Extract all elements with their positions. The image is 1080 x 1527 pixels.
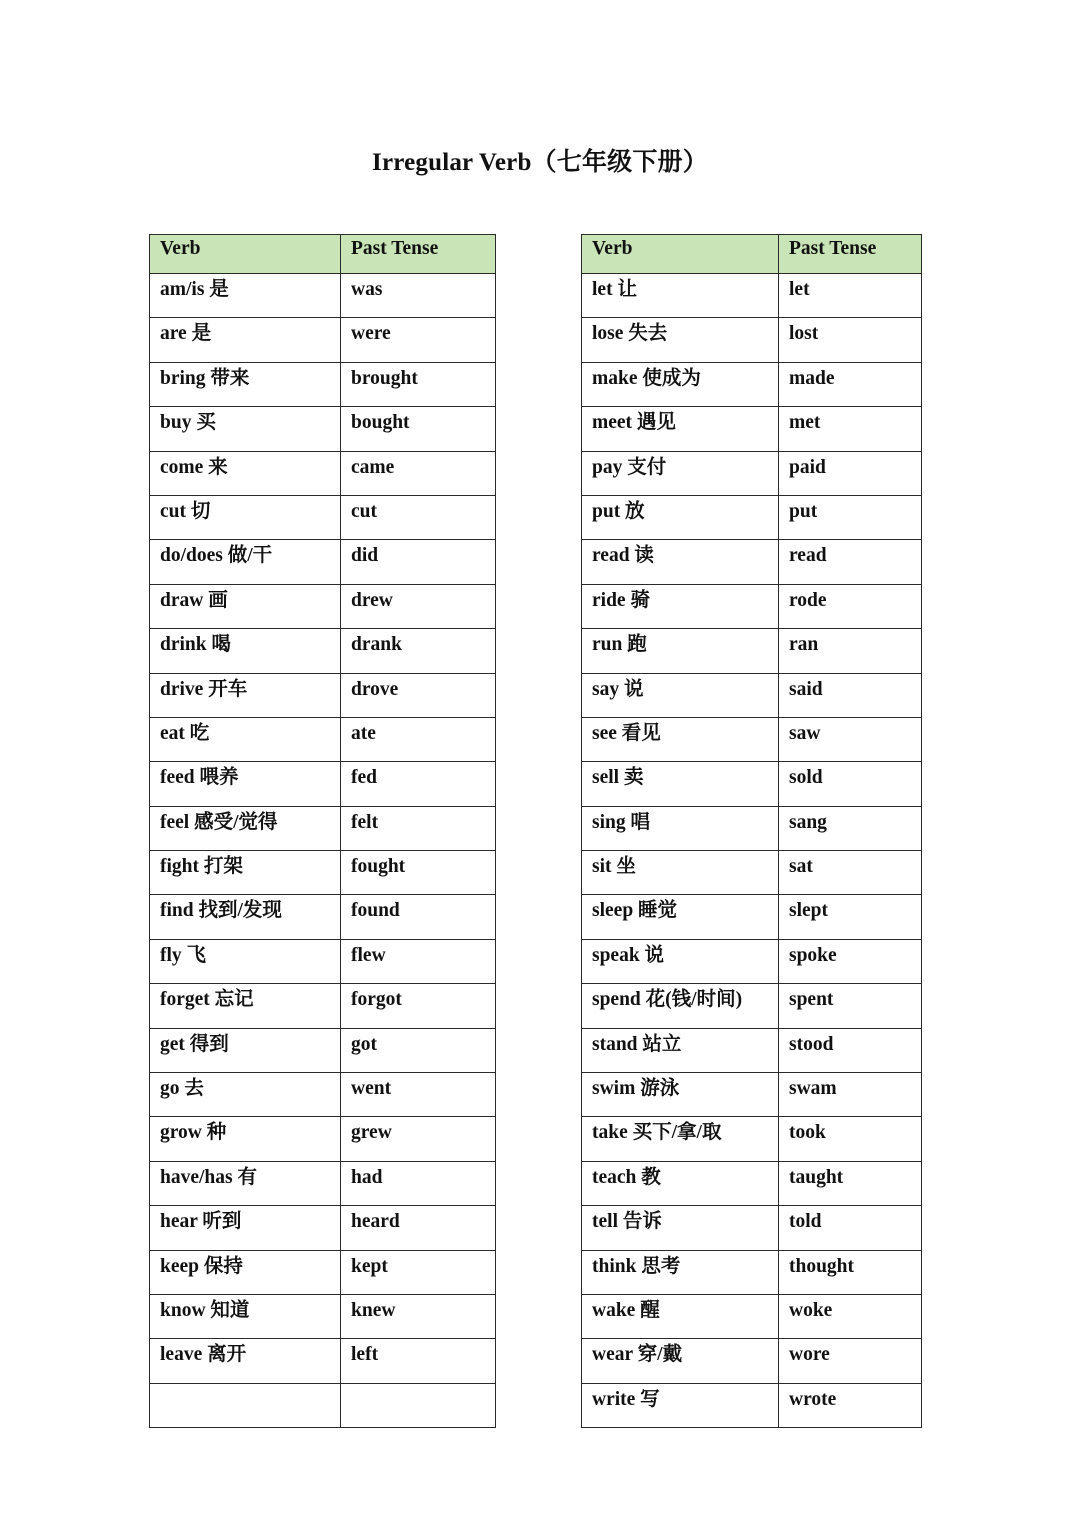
verb-cell: feel 感受/觉得 — [150, 806, 341, 850]
past-tense-cell: heard — [341, 1206, 496, 1250]
past-tense-cell: knew — [341, 1294, 496, 1338]
past-tense-header: Past Tense — [779, 235, 922, 274]
verb-cell: drive 开车 — [150, 673, 341, 717]
table-row — [150, 717, 496, 761]
past-tense-cell: made — [779, 362, 922, 406]
verb-cell: read 读 — [582, 540, 779, 584]
table-row — [582, 407, 922, 451]
past-tense-cell: stood — [779, 1028, 922, 1072]
past-tense-cell: swam — [779, 1073, 922, 1117]
past-tense-cell: taught — [779, 1161, 922, 1205]
table-row — [582, 895, 922, 939]
verb-cell: let 让 — [582, 274, 779, 318]
verb-cell: bring 带来 — [150, 362, 341, 406]
verb-cell: write 写 — [582, 1383, 779, 1427]
past-tense-cell: sold — [779, 762, 922, 806]
past-tense-cell: let — [779, 274, 922, 318]
table-row — [150, 673, 496, 717]
verb-cell: see 看见 — [582, 717, 779, 761]
verb-cell: fight 打架 — [150, 851, 341, 895]
verb-cell — [150, 1383, 341, 1427]
table-row — [150, 1161, 496, 1205]
verb-cell: drink 喝 — [150, 629, 341, 673]
past-tense-cell: were — [341, 318, 496, 362]
table-row — [150, 495, 496, 539]
verb-cell: wake 醒 — [582, 1294, 779, 1338]
past-tense-cell: drew — [341, 584, 496, 628]
verb-table-right-body — [582, 274, 922, 1428]
past-tense-cell: flew — [341, 939, 496, 983]
verb-cell: draw 画 — [150, 584, 341, 628]
past-tense-cell: felt — [341, 806, 496, 850]
verb-cell: sing 唱 — [582, 806, 779, 850]
past-tense-cell: put — [779, 495, 922, 539]
verb-cell: cut 切 — [150, 495, 341, 539]
table-row — [582, 1073, 922, 1117]
table-row — [150, 318, 496, 362]
table-row — [582, 984, 922, 1028]
past-tense-cell: fought — [341, 851, 496, 895]
table-row — [582, 451, 922, 495]
verb-cell: say 说 — [582, 673, 779, 717]
verb-cell: speak 说 — [582, 939, 779, 983]
table-row — [150, 1294, 496, 1338]
table-row — [150, 1206, 496, 1250]
table-row — [150, 1073, 496, 1117]
past-tense-cell: sang — [779, 806, 922, 850]
verb-cell: teach 教 — [582, 1161, 779, 1205]
verb-cell: hear 听到 — [150, 1206, 341, 1250]
past-tense-cell: left — [341, 1339, 496, 1383]
past-tense-cell: came — [341, 451, 496, 495]
table-row — [150, 806, 496, 850]
past-tense-cell: drank — [341, 629, 496, 673]
header-row — [150, 235, 496, 274]
verb-cell: feed 喂养 — [150, 762, 341, 806]
past-tense-cell: lost — [779, 318, 922, 362]
table-row — [150, 939, 496, 983]
table-row — [582, 1206, 922, 1250]
past-tense-cell: got — [341, 1028, 496, 1072]
past-tense-header: Past Tense — [341, 235, 496, 274]
verb-cell: take 买下/拿/取 — [582, 1117, 779, 1161]
verb-cell: eat 吃 — [150, 717, 341, 761]
verb-cell: lose 失去 — [582, 318, 779, 362]
table-row — [582, 1383, 922, 1427]
verb-cell: meet 遇见 — [582, 407, 779, 451]
verb-table-left-body — [150, 274, 496, 1428]
table-row — [582, 762, 922, 806]
table-row — [582, 629, 922, 673]
table-row — [150, 1383, 496, 1427]
table-row — [582, 717, 922, 761]
past-tense-cell: wrote — [779, 1383, 922, 1427]
table-row — [582, 495, 922, 539]
past-tense-cell: grew — [341, 1117, 496, 1161]
past-tense-cell: went — [341, 1073, 496, 1117]
past-tense-cell: drove — [341, 673, 496, 717]
table-row — [150, 407, 496, 451]
verb-cell: run 跑 — [582, 629, 779, 673]
past-tense-cell: woke — [779, 1294, 922, 1338]
past-tense-cell: forgot — [341, 984, 496, 1028]
verb-header: Verb — [150, 235, 341, 274]
verb-cell: sleep 睡觉 — [582, 895, 779, 939]
table-row — [150, 629, 496, 673]
past-tense-cell: wore — [779, 1339, 922, 1383]
table-row — [582, 1028, 922, 1072]
past-tense-cell: brought — [341, 362, 496, 406]
verb-header: Verb — [582, 235, 779, 274]
table-row — [582, 1250, 922, 1294]
verb-cell: keep 保持 — [150, 1250, 341, 1294]
table-row — [582, 673, 922, 717]
verb-cell: sell 卖 — [582, 762, 779, 806]
verb-cell: am/is 是 — [150, 274, 341, 318]
table-row — [150, 851, 496, 895]
past-tense-cell: spent — [779, 984, 922, 1028]
verb-cell: leave 离开 — [150, 1339, 341, 1383]
verb-cell: sit 坐 — [582, 851, 779, 895]
header-row — [582, 235, 922, 274]
verb-table-right — [581, 234, 922, 1428]
table-row — [582, 1294, 922, 1338]
past-tense-cell: told — [779, 1206, 922, 1250]
table-row — [150, 274, 496, 318]
table-row — [582, 1161, 922, 1205]
verb-cell: are 是 — [150, 318, 341, 362]
past-tense-cell: did — [341, 540, 496, 584]
past-tense-cell: ate — [341, 717, 496, 761]
verb-cell: swim 游泳 — [582, 1073, 779, 1117]
past-tense-cell — [341, 1383, 496, 1427]
verb-table-left — [149, 234, 496, 1428]
table-row — [150, 362, 496, 406]
table-row — [582, 274, 922, 318]
verb-cell: forget 忘记 — [150, 984, 341, 1028]
past-tense-cell: was — [341, 274, 496, 318]
table-row — [150, 762, 496, 806]
verb-cell: fly 飞 — [150, 939, 341, 983]
verb-cell: ride 骑 — [582, 584, 779, 628]
verb-cell: put 放 — [582, 495, 779, 539]
verb-cell: find 找到/发现 — [150, 895, 341, 939]
past-tense-cell: said — [779, 673, 922, 717]
past-tense-cell: ran — [779, 629, 922, 673]
verb-cell: have/has 有 — [150, 1161, 341, 1205]
table-row — [150, 584, 496, 628]
table-row — [582, 540, 922, 584]
verb-cell: buy 买 — [150, 407, 341, 451]
past-tense-cell: cut — [341, 495, 496, 539]
verb-cell: know 知道 — [150, 1294, 341, 1338]
past-tense-cell: had — [341, 1161, 496, 1205]
past-tense-cell: sat — [779, 851, 922, 895]
past-tense-cell: read — [779, 540, 922, 584]
past-tense-cell: slept — [779, 895, 922, 939]
verb-cell: pay 支付 — [582, 451, 779, 495]
past-tense-cell: took — [779, 1117, 922, 1161]
table-row — [150, 1339, 496, 1383]
past-tense-cell: fed — [341, 762, 496, 806]
table-row — [582, 806, 922, 850]
past-tense-cell: saw — [779, 717, 922, 761]
table-row — [582, 584, 922, 628]
past-tense-cell: thought — [779, 1250, 922, 1294]
page-title: Irregular Verb（七年级下册） — [372, 149, 708, 176]
verb-cell: come 来 — [150, 451, 341, 495]
table-row — [582, 318, 922, 362]
past-tense-cell: kept — [341, 1250, 496, 1294]
table-row — [582, 1339, 922, 1383]
verb-cell: wear 穿/戴 — [582, 1339, 779, 1383]
verb-cell: spend 花(钱/时间) — [582, 984, 779, 1028]
past-tense-cell: met — [779, 407, 922, 451]
past-tense-cell: paid — [779, 451, 922, 495]
verb-cell: go 去 — [150, 1073, 341, 1117]
table-row — [150, 451, 496, 495]
verb-cell: grow 种 — [150, 1117, 341, 1161]
past-tense-cell: bought — [341, 407, 496, 451]
table-row — [150, 1117, 496, 1161]
table-row — [150, 540, 496, 584]
verb-cell: make 使成为 — [582, 362, 779, 406]
past-tense-cell: spoke — [779, 939, 922, 983]
verb-cell: tell 告诉 — [582, 1206, 779, 1250]
table-row — [582, 851, 922, 895]
past-tense-cell: rode — [779, 584, 922, 628]
verb-cell: get 得到 — [150, 1028, 341, 1072]
table-row — [150, 1250, 496, 1294]
past-tense-cell: found — [341, 895, 496, 939]
verb-cell: stand 站立 — [582, 1028, 779, 1072]
table-row — [582, 1117, 922, 1161]
table-row — [150, 1028, 496, 1072]
table-row — [150, 984, 496, 1028]
table-row — [150, 895, 496, 939]
table-row — [582, 939, 922, 983]
verb-cell: do/does 做/干 — [150, 540, 341, 584]
verb-cell: think 思考 — [582, 1250, 779, 1294]
table-row — [582, 362, 922, 406]
